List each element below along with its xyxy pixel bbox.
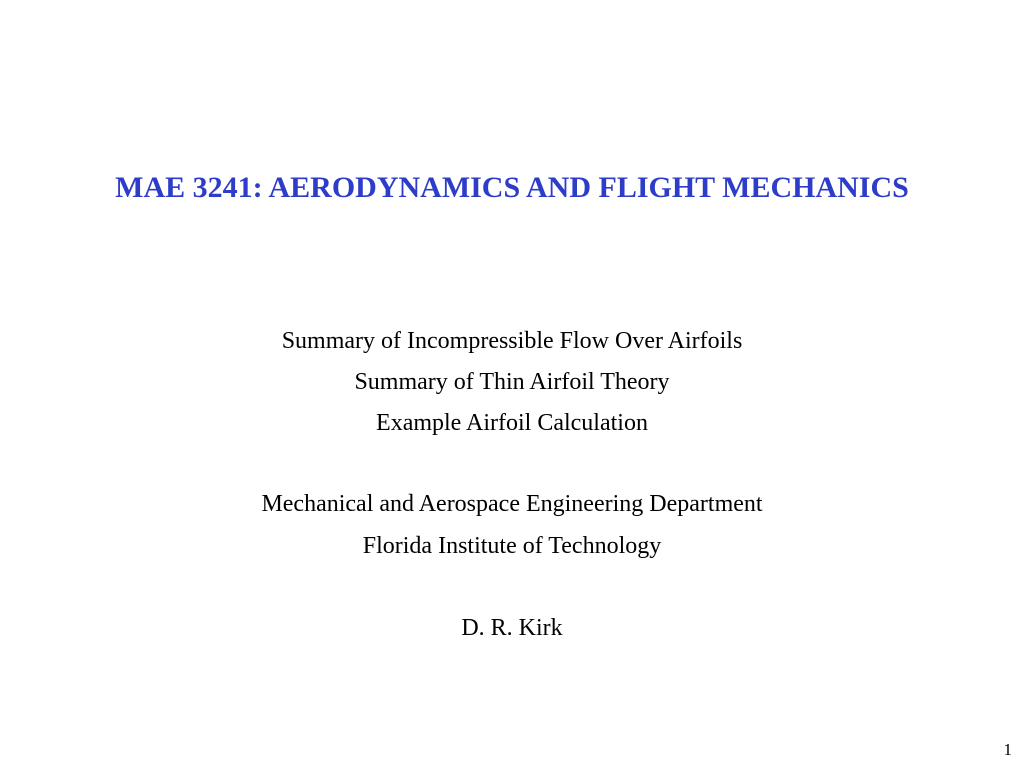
topic-incompressible-flow: Summary of Incompressible Flow Over Airfoils (281, 328, 743, 354)
page-number: 1 (1003, 740, 1012, 759)
topic-thin-airfoil-theory: Summary of Thin Airfoil Theory (354, 369, 670, 395)
author-name: D. R. Kirk (461, 615, 563, 641)
department-name: Mechanical and Aerospace Engineering Department (261, 491, 763, 517)
institution-name: Florida Institute of Technology (362, 533, 662, 559)
slide-title: MAE 3241: AERODYNAMICS AND FLIGHT MECHANICS (115, 171, 909, 204)
topic-example-calculation: Example Airfoil Calculation (376, 410, 648, 436)
